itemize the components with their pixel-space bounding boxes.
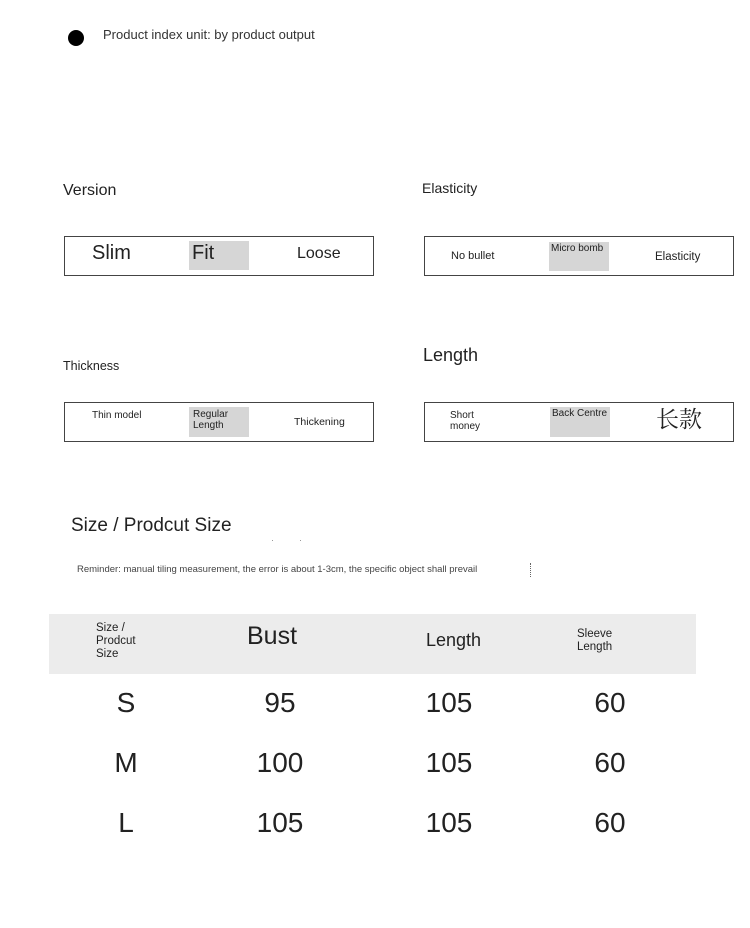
bullet-dot-icon (68, 30, 84, 46)
elasticity-option-micro-bomb-selected: Micro bomb (549, 242, 609, 271)
length-scale (424, 402, 734, 442)
dotted-divider (530, 563, 533, 577)
elasticity-option-elasticity: Elasticity (655, 251, 701, 263)
table-row-m-bust: 100 (256, 747, 304, 778)
thickness-option-thin-model: Thin model (92, 410, 142, 421)
table-row-l-bust: 105 (256, 807, 304, 838)
header-sleeve-length: Sleeve Length (577, 628, 613, 653)
thickness-title: Thickness (63, 359, 120, 373)
table-row-l-sleeve: 60 (594, 807, 626, 838)
thickness-option-thickening: Thickening (294, 416, 345, 428)
version-title: Version (63, 182, 117, 199)
measurement-reminder: Reminder: manual tiling measurement, the error is about 1-3cm, the specific object shall prevail (77, 564, 478, 575)
decorative-marks (272, 540, 302, 542)
header-length: Length (426, 630, 482, 650)
table-row-s-bust: 95 (264, 687, 296, 718)
size-table-header (49, 614, 696, 674)
thickness-option-regular-length-selected: Regular Length (189, 407, 249, 437)
size-chart-title: Size / Prodcut Size (71, 515, 232, 536)
version-option-loose: Loose (297, 245, 341, 262)
header-bust: Bust (247, 622, 298, 650)
table-row-m-size: M (114, 747, 138, 778)
table-row-l-length: 105 (425, 807, 473, 838)
table-row-s-sleeve: 60 (594, 687, 626, 718)
table-row-s-length: 105 (425, 687, 473, 718)
version-option-fit-selected: Fit (189, 241, 249, 270)
elasticity-scale (424, 236, 734, 276)
length-option-short-money: Short money (450, 410, 481, 432)
product-index-note: Product index unit: by product output (103, 27, 315, 42)
version-option-slim: Slim (92, 242, 131, 264)
header-size: Size / Prodcut Size (96, 622, 136, 660)
thickness-scale (64, 402, 374, 442)
table-row-m-sleeve: 60 (594, 747, 626, 778)
length-option-back-centre-selected: Back Centre (550, 407, 610, 437)
length-title: Length (423, 345, 479, 365)
table-row-s-size: S (116, 687, 136, 718)
table-row-l-size: L (118, 807, 134, 838)
table-row-m-length: 105 (425, 747, 473, 778)
elasticity-option-no-bullet: No bullet (451, 250, 495, 262)
length-option-long-style: 长款 (656, 407, 702, 433)
elasticity-title: Elasticity (422, 180, 478, 196)
version-scale (64, 236, 374, 276)
